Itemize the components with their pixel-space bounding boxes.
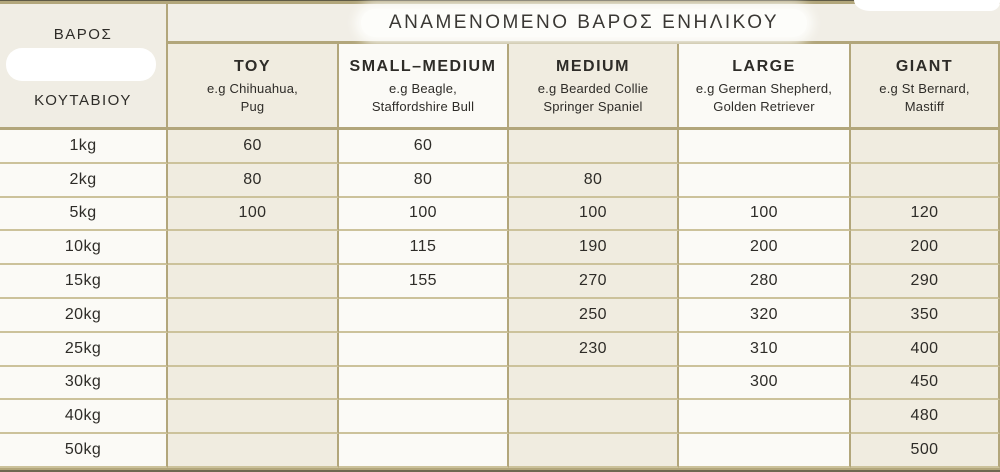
data-cell: 80: [509, 164, 679, 198]
data-cell: [168, 299, 339, 333]
column-name: LARGE: [732, 58, 796, 75]
data-cell: [339, 299, 509, 333]
data-cell: 100: [339, 198, 509, 232]
data-cell: 60: [339, 130, 509, 164]
column-example: Staffordshire Bull: [371, 99, 475, 114]
data-cell: 400: [851, 333, 1000, 367]
title-halo: [361, 9, 807, 37]
data-cell: [168, 434, 339, 468]
column-example: Golden Retriever: [713, 99, 815, 114]
data-cell: [679, 164, 851, 198]
column-header-medium: [509, 44, 679, 130]
data-cell: 500: [851, 434, 1000, 468]
data-cell: [679, 400, 851, 434]
data-cell: [168, 400, 339, 434]
data-cell: 100: [168, 198, 339, 232]
corner-header-puppy-weight: [0, 4, 168, 130]
data-cell: 80: [168, 164, 339, 198]
data-cell: [509, 367, 679, 401]
data-cell: 155: [339, 265, 509, 299]
data-cell: 60: [168, 130, 339, 164]
data-cell: 270: [509, 265, 679, 299]
data-cell: 200: [679, 231, 851, 265]
column-name: TOY: [233, 58, 272, 75]
data-cell: 310: [679, 333, 851, 367]
data-cell: [509, 434, 679, 468]
row-label: 1kg: [0, 130, 168, 164]
column-example: e.g Chihuahua,: [207, 81, 298, 96]
data-cell: [339, 333, 509, 367]
data-cell: 120: [851, 198, 1000, 232]
row-label: 30kg: [0, 367, 168, 401]
column-example: e.g German Shepherd,: [695, 81, 833, 96]
redaction-blob: [6, 48, 156, 81]
data-cell: 480: [851, 400, 1000, 434]
data-cell: [339, 400, 509, 434]
row-label: 50kg: [0, 434, 168, 468]
data-cell: 80: [339, 164, 509, 198]
data-cell: [168, 367, 339, 401]
data-cell: [509, 400, 679, 434]
row-label: 2kg: [0, 164, 168, 198]
table-title: ΑΝΑΜΕΝΟΜΕΝΟ ΒΑΡΟΣ ΕΝΗΛΙΚΟΥ: [388, 11, 780, 33]
row-label: 20kg: [0, 299, 168, 333]
data-cell: [851, 164, 1000, 198]
data-cell: [851, 130, 1000, 164]
data-cell: [168, 231, 339, 265]
data-cell: [339, 367, 509, 401]
data-cell: 200: [851, 231, 1000, 265]
corner-line2: ΚΟΥΤΑΒΙΟΥ: [34, 92, 132, 109]
data-cell: 320: [679, 299, 851, 333]
column-name: SMALL–MEDIUM: [349, 58, 497, 75]
table-grid: [0, 4, 1000, 468]
data-cell: 450: [851, 367, 1000, 401]
data-cell: [509, 130, 679, 164]
row-label: 5kg: [0, 198, 168, 232]
column-example: Pug: [240, 99, 265, 114]
data-cell: 230: [509, 333, 679, 367]
redaction-blob-top-right: [854, 0, 1000, 11]
column-header-toy: [168, 44, 339, 130]
row-label: 25kg: [0, 333, 168, 367]
column-example: e.g St Bernard,: [879, 81, 970, 96]
data-cell: 100: [679, 198, 851, 232]
column-header-large: [679, 44, 851, 130]
data-cell: [679, 434, 851, 468]
data-cell: 290: [851, 265, 1000, 299]
corner-line1: ΒΑΡΟΣ: [53, 26, 113, 43]
column-name: GIANT: [895, 58, 954, 75]
data-cell: [339, 434, 509, 468]
column-example: Mastiff: [904, 99, 945, 114]
data-cell: [679, 130, 851, 164]
data-cell: 350: [851, 299, 1000, 333]
data-cell: [168, 333, 339, 367]
column-header-giant: [851, 44, 1000, 130]
column-example: e.g Bearded Collie: [537, 81, 649, 96]
data-cell: [168, 265, 339, 299]
data-cell: 280: [679, 265, 851, 299]
data-cell: 300: [679, 367, 851, 401]
column-example: Springer Spaniel: [543, 99, 643, 114]
column-example: e.g Beagle,: [389, 81, 457, 96]
data-cell: 115: [339, 231, 509, 265]
data-cell: 100: [509, 198, 679, 232]
column-header-small-medium: [339, 44, 509, 130]
row-label: 40kg: [0, 400, 168, 434]
row-label: 15kg: [0, 265, 168, 299]
data-cell: 250: [509, 299, 679, 333]
row-label: 10kg: [0, 231, 168, 265]
column-name: MEDIUM: [556, 58, 630, 75]
data-cell: 190: [509, 231, 679, 265]
